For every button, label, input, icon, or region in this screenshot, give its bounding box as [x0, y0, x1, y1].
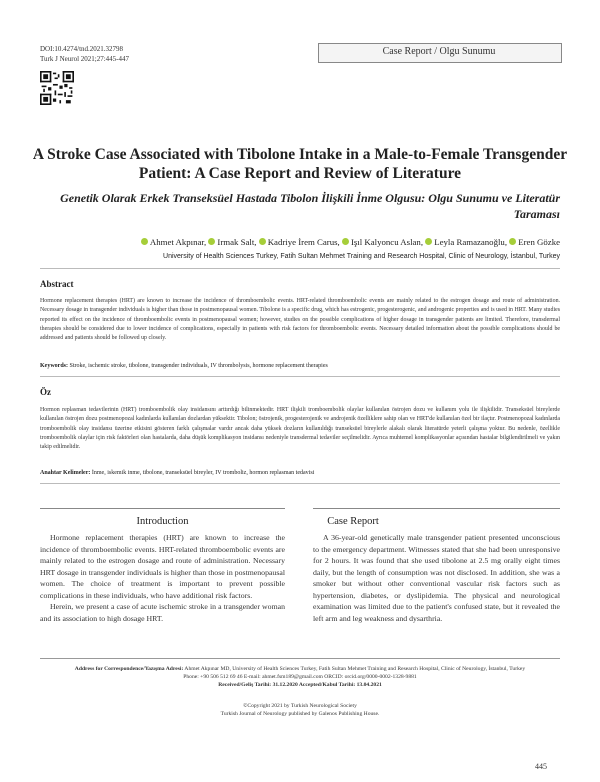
introduction-body [40, 532, 285, 624]
orcid-icon [141, 238, 148, 245]
abstract-heading: Abstract [40, 279, 74, 289]
divider [40, 376, 560, 377]
footer-divider [40, 658, 560, 659]
doi: DOI:10.4274/tnd.2021.32798 [40, 45, 124, 53]
section-label: Case Report / Olgu Sunumu [382, 46, 496, 57]
author: Irmak Salt, [208, 237, 256, 247]
qr-code-icon [40, 71, 74, 105]
orcid-icon [208, 238, 215, 245]
oz-heading: Öz [40, 387, 51, 397]
doi-block [40, 44, 129, 64]
case-report-heading: Case Report [327, 516, 379, 527]
case-rule [313, 508, 560, 509]
copyright-block: ©Copyright 2021 by Turkish Neurological Society Turkish Journal of Neurology published by Galenos Publishing House. [220, 703, 380, 717]
divider [40, 268, 560, 269]
intro-rule [40, 508, 285, 509]
paragraph: A 36-year-old genetically male transgender patient presented unconscious to the emergency department. Witnesses stated that she had been unresponsive for 2 hours. It was found that she used tibolone at 2.5 mg orally eight times daily, but the length of consumption was not disclosed. In addition, she was a smoker but without other conventional vascular risk factors such as hypertension, diabetes, or dyslipidemia. The physical and neurological examination was limited due to the patient's confused state, but it revealed the left arm and leg weakness and dysarthria. [313, 533, 560, 623]
orcid-icon [259, 238, 266, 245]
introduction-heading: Introduction [136, 516, 189, 527]
author: Eren Gözke [509, 237, 560, 247]
case-report-body [313, 532, 560, 624]
oz-keywords: Anahtar Kelimeler: İnme, iskemik inme, tibolone, transeksüel bireyler, IV tromboliz, hormon replasman tedavisi [40, 470, 315, 476]
orcid-icon [425, 238, 432, 245]
author: Ahmet Akpınar, [141, 237, 206, 247]
article-title: A Stroke Case Associated with Tibolone Intake in a Male-to-Female Transgender Patient: A Case Report and Review of Literature [32, 146, 568, 182]
abstract-keywords: Keywords: Stroke, ischemic stroke, tibolone, transgender individuals, IV thrombolysis, hormone replacement therapies [40, 363, 328, 369]
author: Işıl Kalyoncu Aslan, [342, 237, 423, 247]
orcid-icon [509, 238, 516, 245]
citation: Turk J Neurol 2021;27:445-447 [40, 55, 129, 63]
author-list [40, 237, 560, 248]
divider [40, 483, 560, 484]
page-number: 445 [535, 762, 547, 771]
article-title-turkish: Genetik Olarak Erkek Transeksüel Hastada Tibolon İlişkili İnme Olgusu: Olgu Sunumu ve Literatür Taraması [60, 191, 560, 221]
correspondence: Address for Correspondence/Yazışma Adresi: Ahmet Akpınar MD, University of Health Sciences Turkey, Fatih Sultan Mehmet Training and Research Hospital, Clinic of Neurology, İstanbul, Turkey Phone: +90 506 512 69 46 E-mail: ahmet.fsm189@gmail.com ORCID: orcid.org/0000-0002-1328-9881 Received/Geliş Tarihi: 31.12.2020 Accepted/Kabul Tarihi: 13.04.2021 [74, 666, 526, 688]
paragraph: Hormone replacement therapies (HRT) are known to increase the incidence of thromboembolic events. HRT-related thromboembolic events are mainly related to the estrogen dosage and route of administration. Necessary HRT dosage in transgender individuals is higher than those in postmenopausal women. The choice of treatment is important to prevent possible complications in these individuals, who have additional risk factors. [40, 533, 285, 600]
orcid-icon [342, 238, 349, 245]
affiliation: University of Health Sciences Turkey, Fatih Sultan Mehmet Training and Research Hospital, Clinic of Neurology, İstanbul, Turkey [163, 253, 560, 260]
paragraph: Herein, we present a case of acute ischemic stroke in a transgender woman and its association to high dosage HRT. [40, 602, 285, 623]
oz-text: Hormon replasman tedavilerinin (HRT) tromboembolik olay insidansını arttırdığı bilinmektedir. HRT ilişkili tromboembolik olaylar kullanılan östrojen dozu ve kullanım yolu ile ilişkilidir. Transeksüel bireylerde kullanılan östrojen dozu postmenopozal kadınlarda kullanılan dozlardan yüksektir. Tibolon; östrojenik, progesterojenik ve androjenik özelliklere sahip olan ve HRT'de kullanılan özel bir ilaçtır. Postmenopozal kadınlarda tromboembolik olay insidansı üzerine etkisini gösteren farklı çalışmalar vardır ancak daha yüksek dozların kullanıldığı transeksüel bireylerle alakalı olarak literatürde yeterli çalışma yoktur. Bu nedenle, özellikle tromboembolik olaylar için risk faktörleri olan hastalarda, daha düşük komplikasyon insidansı nedeniyle transdermal tedaviler seçilmelidir. Ayrıca muhtemel komplikasyonlar açısından hastalar bilgilendirilmeli ve yakın takip edilmelidir. [40, 407, 560, 451]
author: Leyla Ramazanoğlu, [425, 237, 507, 247]
abstract-text: Hormone replacement therapies (HRT) are known to increase the incidence of thromboembolic events. HRT-related thromboembolic events are mainly related to the estrogen dosage and route of administration. Necessary dosage in transgender individuals is higher than those in postmenopausal women. Tibolone is a specific drug, which has estrogenic, progesterogenic, and androgenic properties and is used in HRT. Many studies reported its effect on the incidence of thromboembolic events in postmenopausal women; however, studies on the possible complications of higher dosage in transgender patients are limited. Therefore, transdermal therapies should be considered due to lower incidence of complications, especially in patients with risk factors for thromboembolic events. Necessary detailed information about the possible complications should be addressed and patients should be followed up closely. [40, 298, 560, 342]
author: Kadriye İrem Carus, [259, 237, 340, 247]
